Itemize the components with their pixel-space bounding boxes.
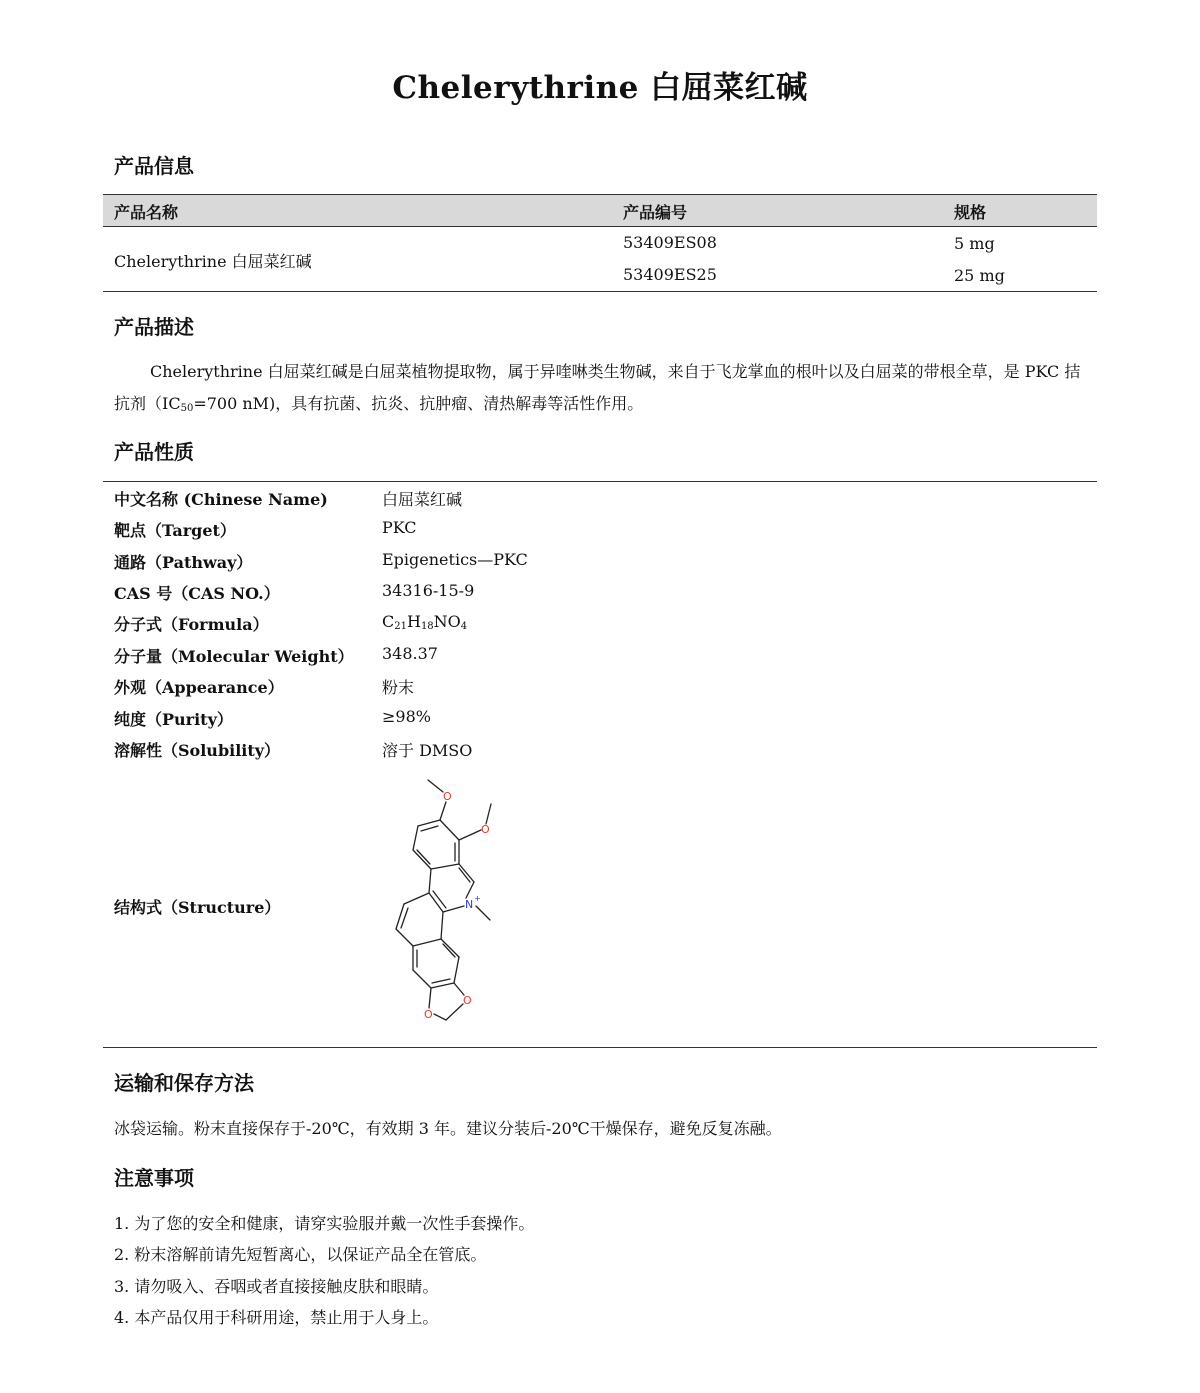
prop-value-cas: 34316-15-9: [382, 581, 475, 600]
product-name-cell: Chelerythrine 白屈菜红碱: [114, 252, 312, 271]
info-table-header: [103, 194, 1097, 227]
atom-o-top: O: [443, 790, 452, 803]
prop-value-chinese-name: 白屈菜红碱: [382, 490, 463, 509]
header-spec: 规格: [954, 203, 987, 222]
formula-c: C: [382, 612, 395, 631]
info-table-bottom-rule: [103, 291, 1097, 292]
formula-h: H: [406, 612, 421, 631]
formula-o-count: 4: [460, 621, 468, 632]
prop-label-purity: 纯度（Purity）: [114, 710, 233, 729]
atom-n-charge: +: [474, 894, 481, 903]
prop-label-molecular-weight: 分子量（Molecular Weight）: [114, 647, 354, 666]
prop-label-chinese-name: 中文名称 (Chinese Name): [114, 490, 328, 509]
chemical-structure-image: [390, 772, 500, 1028]
product-code-1: 53409ES08: [623, 233, 717, 252]
formula-h-count: 18: [420, 621, 434, 632]
prop-label-formula: 分子式（Formula）: [114, 615, 269, 634]
note-item-1: 1. 为了您的安全和健康，请穿实验服并戴一次性手套操作。: [114, 1214, 535, 1233]
spec-1: 5 mg: [954, 234, 995, 253]
prop-label-target: 靶点（Target）: [114, 521, 236, 540]
formula-no: NO: [433, 612, 461, 631]
product-code-2: 53409ES25: [623, 265, 717, 284]
section-title-storage: 运输和保存方法: [114, 1071, 254, 1095]
prop-label-structure: 结构式（Structure）: [114, 898, 281, 917]
header-product-code: 产品编号: [623, 203, 688, 222]
prop-label-solubility: 溶解性（Solubility）: [114, 741, 281, 760]
properties-top-rule: [103, 481, 1097, 482]
note-item-2: 2. 粉末溶解前请先短暂离心，以保证产品全在管底。: [114, 1245, 487, 1264]
header-product-name: 产品名称: [114, 203, 179, 222]
atom-n: N: [465, 898, 474, 911]
prop-value-pathway: Epigenetics—PKC: [382, 550, 528, 569]
prop-value-formula: [382, 612, 467, 631]
description-part2: =700 nM)，具有抗菌、抗炎、抗肿瘤、清热解毒等活性作用。: [193, 394, 644, 413]
note-item-4: 4. 本产品仅用于科研用途，禁止用于人身上。: [114, 1308, 439, 1327]
prop-value-appearance: 粉末: [382, 678, 415, 697]
atom-o-right: O: [463, 994, 472, 1007]
page-title: Chelerythrine 白屈菜红碱: [392, 70, 808, 106]
section-title-notes: 注意事项: [114, 1166, 194, 1190]
properties-bottom-rule: [103, 1047, 1097, 1048]
description-subscript: 50: [180, 403, 194, 414]
description-part1: Chelerythrine 白屈菜红碱是白屈菜植物提取物，属于异喹啉类生物碱，来自于飞龙掌血的根叶以及白屈菜的带根全草，是 PKC 拮抗剂（IC: [114, 362, 1081, 413]
storage-text: 冰袋运输。粉末直接保存于-20℃，有效期 3 年。建议分装后-20℃干燥保存，避免反复冻融。: [114, 1119, 782, 1138]
note-item-3: 3. 请勿吸入、吞咽或者直接接触皮肤和眼睛。: [114, 1277, 439, 1296]
spec-2: 25 mg: [954, 266, 1005, 285]
formula-c-count: 21: [394, 621, 407, 632]
atom-o-mid: O: [481, 823, 490, 836]
section-title-description: 产品描述: [114, 315, 194, 339]
prop-label-appearance: 外观（Appearance）: [114, 678, 284, 697]
prop-value-solubility: 溶于 DMSO: [382, 741, 473, 760]
atom-o-bottom: O: [424, 1008, 433, 1021]
prop-value-molecular-weight: 348.37: [382, 644, 438, 663]
prop-value-purity: ≥98%: [382, 707, 431, 726]
section-title-properties: 产品性质: [114, 440, 194, 464]
prop-label-pathway: 通路（Pathway）: [114, 553, 253, 572]
prop-value-target: PKC: [382, 518, 417, 537]
section-title-info: 产品信息: [114, 154, 194, 178]
product-description: [114, 356, 1089, 420]
prop-label-cas: CAS 号（CAS NO.）: [114, 584, 280, 603]
